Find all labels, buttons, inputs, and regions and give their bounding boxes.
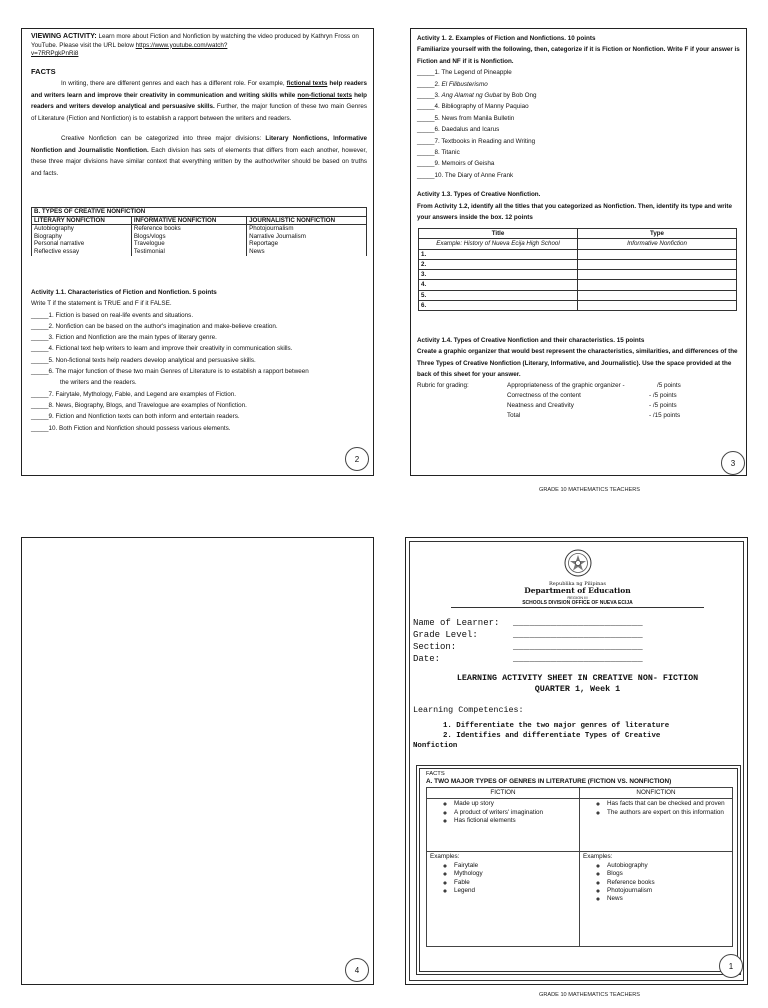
types-cell: Autobiography	[34, 225, 74, 233]
footer-text: GRADE 10 MATHEMATICS TEACHERS	[539, 487, 641, 493]
nonfiction-trait: ◦ Has facts that can be checked and proven	[607, 800, 729, 808]
rubric-points: - /15 points	[649, 412, 681, 420]
act12-item	[417, 67, 743, 78]
act12-item	[417, 101, 743, 112]
facts-paragraph-1	[31, 78, 367, 124]
rubric-label: Rubric for grading:	[417, 381, 469, 389]
act13-row-number: 3.	[419, 270, 578, 280]
act12-item-title: El Filibusterismo	[441, 80, 488, 88]
types-cell: News	[249, 247, 265, 255]
rubric-criterion: Appropriateness of the graphic organizer -	[507, 381, 625, 389]
rubric-criterion: Total	[507, 412, 521, 420]
act11-item: _____3. Fiction and Nonfiction are the main types of literary genre.	[31, 334, 217, 342]
act12-item-blank[interactable]: _____3.	[417, 92, 442, 100]
act12-item-blank[interactable]: _____9.	[417, 160, 442, 168]
video-url-link-cont[interactable]: v=7RRPgkPnRi8	[31, 50, 79, 58]
field-label: Section:	[413, 642, 457, 652]
act12-item-blank[interactable]: _____10.	[417, 171, 445, 179]
act13-answer-cell[interactable]	[578, 259, 737, 269]
fiction-example: ◦ Fairytale	[454, 862, 576, 870]
facts-p1-fictional: fictional texts	[286, 80, 328, 88]
page-2	[21, 28, 374, 476]
act12-item-blank[interactable]: _____8.	[417, 149, 442, 157]
act14-title: Activity 1.4. Types of Creative Nonfiction and their characteristics. 15 points	[417, 337, 645, 344]
act13-answer-table	[418, 228, 737, 311]
act12-item-title: The Diary of Anne Frank	[444, 171, 514, 179]
facts-p2-a: Creative Nonfiction can be categorized into three major divisions:	[61, 135, 262, 143]
field-label: Date:	[413, 654, 441, 664]
act11-item: _____5. Non-fictional texts help readers develop analytical and persuasive skills.	[31, 356, 256, 364]
act12-item-title: The Legend of Pineapple	[441, 69, 512, 77]
sheet-title: LEARNING ACTIVITY SHEET IN CREATIVE NON- FICTION	[456, 673, 699, 683]
act11-item: _____4. Fictional text help writers to learn and improve their creativity in communication skills.	[31, 345, 293, 353]
nonfiction-trait: ◦ The authors are expert on this information	[607, 809, 729, 817]
types-of-creative-nonfiction-table	[31, 207, 367, 256]
name-of-learner-field[interactable]: ________________________	[513, 618, 643, 628]
act13-row-number: 4.	[419, 280, 578, 290]
deped-seal-icon	[564, 549, 592, 577]
act12-item	[417, 158, 743, 169]
act12-item-blank[interactable]: _____7.	[417, 137, 442, 145]
grade-level-field[interactable]: ________________________	[513, 630, 643, 640]
types-cell: Testimonial	[133, 247, 165, 255]
act14-instruction: Create a graphic organizer that would best represent the characteristics, similarities, and differences of the Three Types of Creative Nonfiction (Literary, Informative, and Journalistic). Use the space provided at the back of this sheet for your answer.	[417, 348, 738, 379]
page-number-badge: 3	[721, 451, 745, 475]
facts-p1-f: Further, the major function of these two main Genres of Literature (Fiction and Nonfiction) is to establish a rapport between the writers and readers.	[31, 103, 368, 122]
republic-text: Republika ng Pilipinas	[549, 581, 606, 587]
nonfiction-header: NONFICTION	[580, 788, 733, 799]
act12-item-title: Bibliography of Manny Paquiao	[441, 103, 529, 111]
act11-item: _____10. Both Fiction and Nonfiction should possess various elements.	[31, 424, 231, 432]
video-url-link[interactable]: https://www.youtube.com/watch?	[135, 41, 228, 49]
page-3	[410, 28, 747, 476]
rubric-points: - /5 points	[649, 402, 677, 410]
act13-example-type: Informative Nonfiction	[578, 239, 737, 249]
viewing-heading: VIEWING ACTIVITY:	[31, 33, 97, 40]
competency-item-cont: Nonfiction	[413, 742, 458, 750]
facts-heading: FACTS	[31, 66, 56, 76]
activity-1-4	[417, 335, 743, 421]
fiction-vs-nonfiction-table	[426, 787, 733, 947]
act12-item-blank[interactable]: _____6.	[417, 126, 442, 134]
act13-answer-cell[interactable]	[578, 280, 737, 290]
field-label: Grade Level:	[413, 630, 478, 640]
act13-instruction: From Activity 1.2, identify all the titles that you categorized as Nonfiction. Then, identify its type and write your answers inside the box. 12 points	[417, 202, 733, 222]
act13-row-number: 1.	[419, 249, 578, 259]
viewing-activity	[31, 33, 367, 59]
facts-p2-c: Each division has sets of elements that differs from each another, however, these three major divisions have similar context that everything written by the author/writer should be based on truths and facts.	[31, 146, 367, 177]
rubric-criterion: Correctness of the content	[507, 391, 581, 399]
act12-title: Activity 1. 2. Examples of Fiction and Nonfictions. 10 points	[417, 35, 596, 42]
facts-p1-a: In writing, there are different genres and each has a different role. For example,	[61, 80, 285, 88]
header-divider	[451, 607, 704, 608]
types-cell: Travelogue	[133, 240, 165, 248]
facts-p1-c: help readers and writers learn and improve their creativity in communication and writing skills while	[31, 80, 367, 99]
facts-p2-b: Literary Nonfictions, Informative Nonfiction and Journalistic Nonfiction.	[31, 135, 368, 154]
fiction-trait: ◦ A product of writers' imagination	[454, 809, 576, 817]
fiction-example: ◦ Mythology	[454, 870, 576, 878]
page-4	[21, 537, 374, 985]
act13-header-type: Type	[578, 229, 737, 239]
act12-instruction: Familiarize yourself with the following, then, categorize if it is Fiction or Nonfiction. Write F if your answer is Fiction and NF if it is Nonfiction.	[417, 46, 740, 65]
page-number-badge: 4	[345, 958, 369, 982]
types-cell: Reportage	[249, 240, 279, 248]
types-header: JOURNALISTIC NONFICTION	[247, 216, 367, 225]
act12-item-blank[interactable]: _____5.	[417, 114, 442, 122]
division-text: SCHOOLS DIVISION OFFICE OF NUEVA ECIJA	[522, 600, 633, 606]
facts-box	[416, 765, 741, 975]
act13-example-title: Example: History of Nueva Ecija High School	[419, 239, 578, 249]
nonfiction-example: ◦ News	[607, 895, 729, 903]
nonfiction-example: ◦ Photojournalism	[607, 887, 729, 895]
act11-item: _____8. News, Biography, Blogs, and Travelogue are examples of Nonfiction.	[31, 401, 247, 409]
fiction-header: FICTION	[427, 788, 580, 799]
region-text: REGION III	[567, 595, 588, 600]
learning-competencies	[413, 705, 669, 751]
types-header: LITERARY NONFICTION	[32, 216, 132, 225]
page-1	[405, 537, 748, 985]
nonfiction-example: ◦ Blogs	[607, 870, 729, 878]
act12-item-title: Ang Alamat ng Gubat	[441, 92, 502, 100]
types-header: INFORMATIVE NONFICTION	[131, 216, 246, 225]
act12-item-title: Daedalus and Icarus	[441, 126, 500, 134]
types-cell: Narrative Journalism	[249, 232, 306, 240]
facts-label: FACTS	[426, 771, 445, 777]
act13-answer-cell[interactable]	[578, 270, 737, 280]
fiction-example: ◦ Legend	[454, 887, 576, 895]
types-cell: Blogs/vlogs	[133, 232, 166, 240]
act11-item: _____6. The major function of these two main Genres of Literature is to establish a rapport between	[31, 368, 309, 376]
act12-item	[417, 124, 743, 135]
facts-p1-nonfictional: non-fictional texts	[297, 91, 352, 99]
date-field[interactable]: ________________________	[513, 654, 643, 664]
act12-item	[417, 147, 743, 158]
act13-header-title: Title	[419, 229, 578, 239]
rubric-points: - /5 points	[649, 391, 677, 399]
act11-item: _____9. Fiction and Nonfiction texts can both inform and entertain readers.	[31, 413, 240, 421]
types-cell: Reference books	[133, 225, 181, 233]
types-cell: Reflective essay	[34, 247, 80, 255]
act11-instruction: Write T if the statement is TRUE and F if it FALSE.	[31, 300, 172, 308]
types-cell: Personal narrative	[34, 240, 85, 248]
act12-item-title: Titanic	[441, 149, 460, 157]
act12-item-title: Textbooks in Reading and Writing	[441, 137, 536, 145]
facts-paragraph-2	[31, 133, 367, 179]
act13-answer-cell[interactable]	[578, 249, 737, 259]
competencies-heading: Learning Competencies:	[413, 705, 524, 715]
types-cell: Photojournalism	[249, 225, 294, 233]
act12-item-title: Memoirs of Geisha	[441, 160, 495, 168]
competency-item: 1. Differentiate the two major genres of literature	[443, 722, 670, 730]
act12-item	[417, 113, 743, 124]
fiction-example: ◦ Fable	[454, 879, 576, 887]
act13-title: Activity 1.3. Types of Creative Nonfiction.	[417, 191, 541, 199]
viewing-text: Learn more about Fiction and Nonfiction by watching the video produced by Kathryn Fross on YouTube. Please visit the URL below	[31, 33, 359, 49]
act13-row-number: 5.	[419, 290, 578, 300]
examples-label: Examples:	[430, 853, 460, 861]
nonfiction-example: ◦ Reference books	[607, 879, 729, 887]
learner-info-fields	[413, 617, 643, 665]
rubric-points: /5 points	[657, 381, 681, 389]
types-table-title: B. TYPES OF CREATIVE NONFICTION	[32, 208, 367, 217]
department-text: Department of Education	[524, 586, 631, 595]
act13-answer-cell[interactable]	[578, 290, 737, 300]
types-cell: Biography	[34, 232, 62, 240]
act12-item	[417, 79, 743, 90]
act11-item: _____2. Nonfiction can be based on the author's imagination and make-believe creation.	[31, 322, 278, 330]
nonfiction-example: ◦ Autobiography	[607, 862, 729, 870]
page-number-badge: 2	[345, 447, 369, 471]
act13-row-number: 2.	[419, 259, 578, 269]
act12-item-blank[interactable]: _____1.	[417, 69, 442, 77]
act12-item-blank[interactable]: _____4.	[417, 103, 442, 111]
fiction-trait: ◦ Has fictional elements	[454, 817, 576, 825]
act12-item	[417, 90, 743, 101]
field-label: Name of Learner:	[413, 618, 500, 628]
act11-item: _____7. Fairytale, Mythology, Fable, and Legend are examples of Fiction.	[31, 390, 236, 398]
act12-item	[417, 136, 743, 147]
genres-title: A. TWO MAJOR TYPES OF GENRES IN LITERATURE (FICTION VS. NONFICTION)	[426, 778, 672, 785]
examples-label: Examples:	[583, 853, 613, 861]
fiction-trait: ◦ Made up story	[454, 800, 576, 808]
act11-title: Activity 1.1. Characteristics of Fiction and Nonfiction. 5 points	[31, 289, 217, 296]
rubric-criterion: Neatness and Creativity	[507, 402, 574, 410]
page-number-badge: 1	[719, 954, 743, 978]
footer-text: GRADE 10 MATHEMATICS TEACHERS	[539, 992, 641, 998]
act11-item: _____1. Fiction is based on real-life events and situations.	[31, 311, 194, 319]
act12-item-title: News from Manila Bulletin	[441, 114, 515, 122]
act12-item	[417, 170, 743, 181]
act12-item-suffix: by Bob Ong	[501, 92, 537, 100]
activity-1-1	[31, 287, 371, 434]
act12-list	[417, 67, 743, 181]
act13-row-number: 6.	[419, 301, 578, 311]
act11-item-cont: the writers and the readers.	[60, 379, 137, 387]
section-field[interactable]: ________________________	[513, 642, 643, 652]
facts-p1-e: help readers and writers develop analytical and persuasive skills.	[31, 91, 368, 111]
competency-item: 2. Identifies and differentiate Types of Creative	[443, 732, 661, 740]
act12-item-blank[interactable]: _____2.	[417, 80, 442, 88]
quarter-label: QUARTER 1, Week 1	[534, 684, 621, 694]
act13-answer-cell[interactable]	[578, 301, 737, 311]
